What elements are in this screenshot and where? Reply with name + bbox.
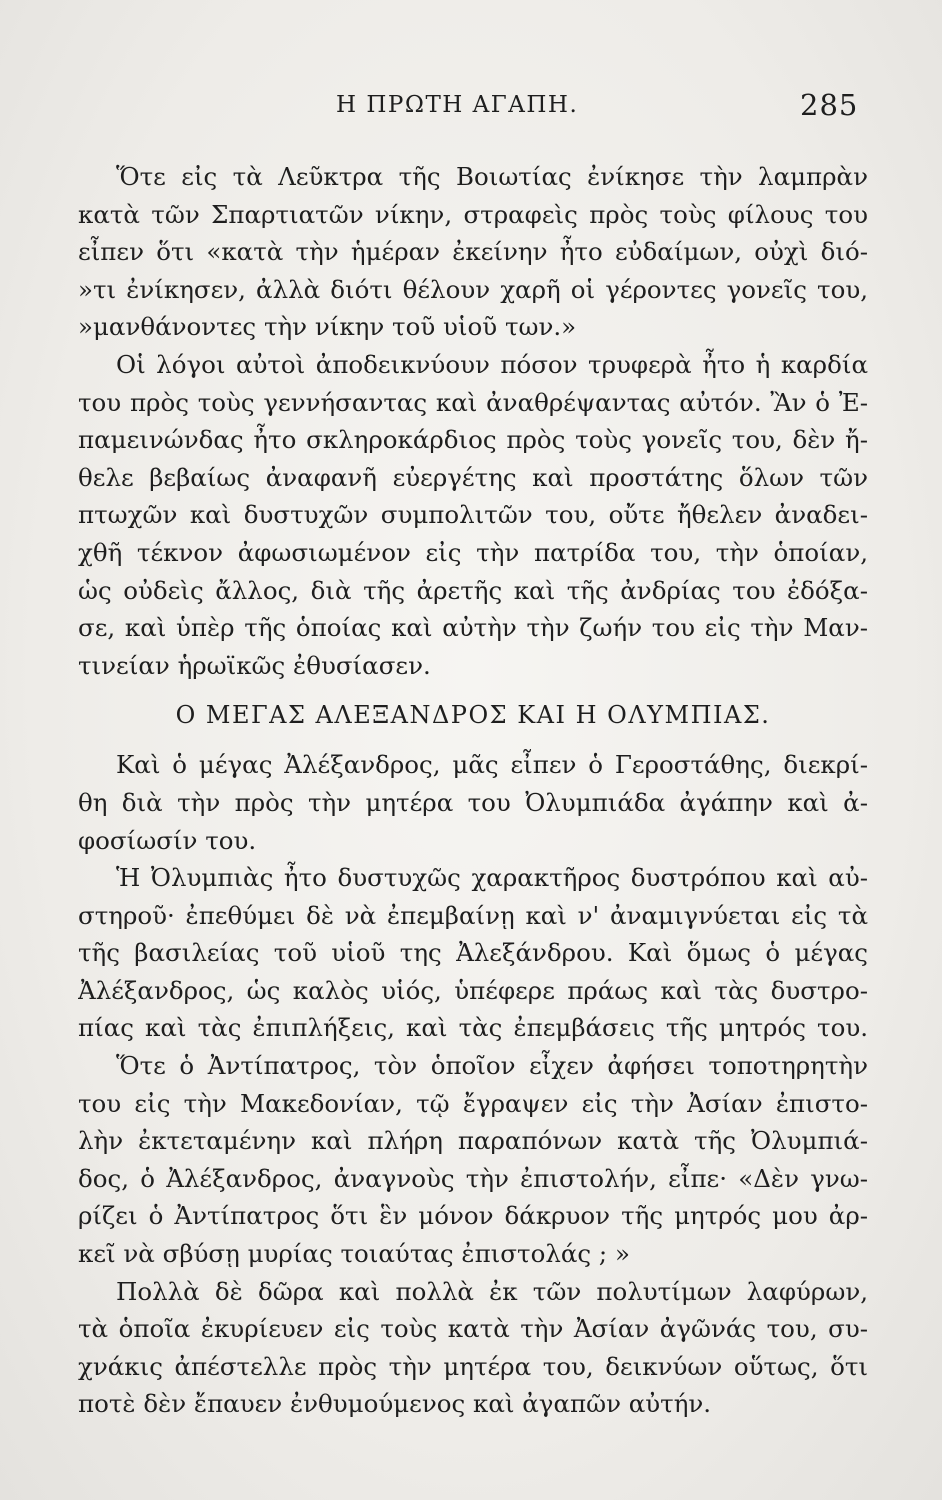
running-header [0, 88, 942, 128]
section-heading: Ο ΜΕΓΑΣ ΑΛΕΞΑΝΔΡΟΣ ΚΑΙ Η ΟΛΥΜΠΙΑΣ. [175, 701, 771, 730]
text-line: εἶπεν ὅτι «κατὰ τὴν ἡμέραν ἐκείνην ἦτο εὐδαίμων, οὐχὶ διό- [78, 237, 868, 267]
alexander-section [78, 746, 868, 1423]
text-line: τῆς βασιλείας τοῦ υἱοῦ της Ἀλεξάνδρου. Καὶ ὅμως ὁ μέγας [78, 938, 868, 968]
text-line: Πολλὰ δὲ δῶρα καὶ πολλὰ ἐκ τῶν πολυτίμων λαφύρων, [116, 1276, 868, 1306]
text-line: λὴν ἐκτεταμένην καὶ πλήρη παραπόνων κατὰ τῆς Ὀλυμπιά- [78, 1126, 868, 1156]
text-line: σε, καὶ ὑπὲρ τῆς ὁποίας καὶ αὐτὴν τὴν ζωήν του εἰς τὴν Μαν- [78, 613, 868, 643]
epaminondas-section [78, 158, 868, 684]
text-line: του εἰς τὴν Μακεδονίαν, τῷ ἔγραψεν εἰς τὴν Ἀσίαν ἐπιστο- [78, 1088, 868, 1118]
text-line: τὰ ὁποῖα ἐκυρίευεν εἰς τοὺς κατὰ τὴν Ἀσίαν ἀγῶνάς του, συ- [78, 1314, 868, 1344]
running-title: Η ΠΡΩΤΗ ΑΓΑΠΗ. [336, 92, 579, 118]
text-line: πίας καὶ τὰς ἐπιπλήξεις, καὶ τὰς ἐπεμβάσεις τῆς μητρός του. [78, 1013, 868, 1043]
text-line: Οἱ λόγοι αὐτοὶ ἀποδεικνύουν πόσον τρυφερὰ ἦτο ἡ καρδία [116, 349, 868, 379]
text-line: Ὅτε εἰς τὰ Λεῦκτρα τῆς Βοιωτίας ἐνίκησε τὴν λαμπρὰν [116, 162, 868, 191]
text-line: χθῆ τέκνον ἀφωσιωμένον εἰς τὴν πατρίδα του, τὴν ὁποίαν, [78, 537, 868, 567]
text-line: Ἀλέξανδρος, ὡς καλὸς υἱός, ὑπέφερε πράως καὶ τὰς δυστρο- [78, 975, 868, 1005]
page-number: 285 [800, 88, 859, 122]
text-line: κατὰ τῶν Σπαρτιατῶν νίκην, στραφεὶς πρὸς τοὺς φίλους του [78, 199, 868, 229]
text-line: ρίζει ὁ Ἀντίπατρος ὅτι ἓν μόνον δάκρυον τῆς μητρός μου ἀρ- [78, 1201, 868, 1231]
text-line: Καὶ ὁ μέγας Ἀλέξανδρος, μᾶς εἶπεν ὁ Γεροστάθης, διεκρί- [116, 750, 868, 780]
text-line: »μανθάνοντες τὴν νίκην τοῦ υἱοῦ των.» [78, 312, 577, 342]
text-line: θελε βεβαίως ἀναφανῆ εὐεργέτης καὶ προστάτης ὅλων τῶν [78, 462, 868, 492]
text-line: φοσίωσίν του. [78, 825, 257, 855]
text-line: θη διὰ τὴν πρὸς τὴν μητέρα του Ὀλυμπιάδα ἀγάπην καὶ ἀ- [78, 787, 868, 817]
text-line: Ἡ Ὀλυμπιὰς ἦτο δυστυχῶς χαρακτῆρος δυστρόπου καὶ αὐ- [116, 863, 868, 893]
text-line: κεῖ νὰ σβύσῃ μυρίας τοιαύτας ἐπιστολάς ; » [78, 1239, 630, 1269]
text-line: παμεινώνδας ἦτο σκληροκάρδιος πρὸς τοὺς γονεῖς του, δὲν ἤ- [78, 425, 868, 455]
text-line: »τι ἐνίκησεν, ἀλλὰ διότι θέλουν χαρῆ οἱ γέροντες γονεῖς του, [78, 274, 868, 304]
text-line: δος, ὁ Ἀλέξανδρος, ἀναγνοὺς τὴν ἐπιστολήν, εἶπε· «Δὲν γνω- [78, 1163, 868, 1193]
text-line: χνάκις ἀπέστελλε πρὸς τὴν μητέρα του, δεικνύων οὕτως, ὅτι [78, 1351, 868, 1381]
body-text [78, 158, 868, 1423]
text-line: ὡς οὐδεὶς ἄλλος, διὰ τῆς ἀρετῆς καὶ τῆς ἀνδρίας του ἐδόξα- [78, 575, 868, 605]
text-line: ποτὲ δὲν ἔπαυεν ἐνθυμούμενος καὶ ἀγαπῶν αὐτήν. [78, 1389, 712, 1419]
text-line: στηροῦ· ἐπεθύμει δὲ νὰ ἐπεμβαίνῃ καὶ ν' ἀναμιγνύεται εἰς τὰ [78, 900, 868, 930]
text-line: πτωχῶν καὶ δυστυχῶν συμπολιτῶν του, οὔτε ἤθελεν ἀναδει- [78, 500, 868, 530]
text-line: τινείαν ἡρωϊκῶς ἐθυσίασεν. [78, 650, 431, 680]
text-line: του πρὸς τοὺς γεννήσαντας καὶ ἀναθρέψαντας αὐτόν. Ἂν ὁ Ἐ- [78, 387, 868, 417]
text-line: Ὅτε ὁ Ἀντίπατρος, τὸν ὁποῖον εἶχεν ἀφήσει τοποτηρητὴν [116, 1051, 868, 1081]
